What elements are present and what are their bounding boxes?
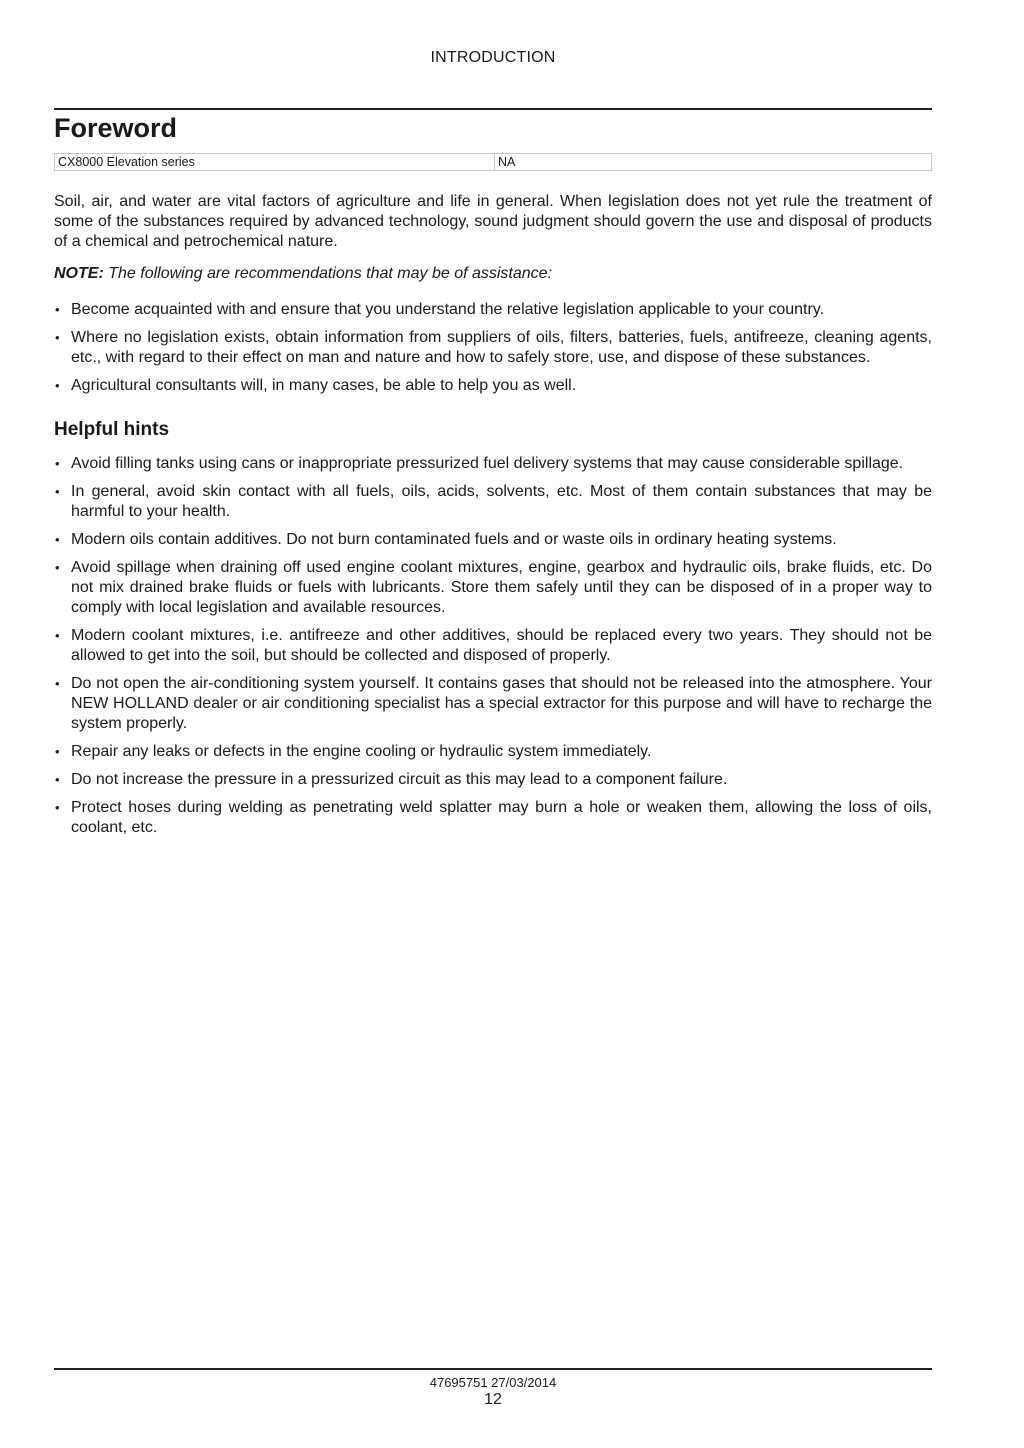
- bottom-rule: [54, 1368, 932, 1370]
- list-item: • Modern oils contain additives. Do not burn contaminated fuels and or waste oils in ordinary heating systems.: [54, 530, 932, 550]
- intro-paragraph: Soil, air, and water are vital factors of agriculture and life in general. When legislation does not yet rule the treatment of some of the substances required by advanced technology, sound judgment should govern the use and disposal of products of a chemical and petrochemical nature.: [54, 193, 932, 250]
- list-item: • Avoid filling tanks using cans or inappropriate pressurized fuel delivery systems that may cause considerable spillage.: [54, 454, 932, 474]
- top-rule: [54, 108, 932, 110]
- page-number: 12: [484, 1391, 502, 1408]
- note: [54, 264, 932, 284]
- note-text: The following are recommendations that may be of assistance:: [108, 265, 553, 282]
- list-item: • In general, avoid skin contact with all fuels, oils, acids, solvents, etc. Most of them contain substances that may be harmful to your health.: [54, 482, 932, 522]
- list-item: • Where no legislation exists, obtain information from suppliers of oils, filters, batteries, fuels, antifreeze, cleaning agents, etc., with regard to their effect on man and nature and how to safely store, use, and dispose of these substances.: [54, 328, 932, 368]
- list-item: • Repair any leaks or defects in the engine cooling or hydraulic system immediately.: [54, 742, 932, 762]
- list-item: • Protect hoses during welding as penetrating weld splatter may burn a hole or weaken them, allowing the loss of oils, coolant, etc.: [54, 798, 932, 838]
- code-cell: NA: [495, 154, 932, 171]
- applicability-row: [55, 154, 932, 171]
- document-id: 47695751 27/03/2014: [429, 1375, 557, 1390]
- content: [54, 192, 932, 838]
- list-item: • Become acquainted with and ensure that you understand the relative legislation applicable to your country.: [54, 300, 932, 320]
- model-cell: CX8000 Elevation series: [55, 154, 495, 171]
- list-item: • Modern coolant mixtures, i.e. antifreeze and other additives, should be replaced every two years. They should not be allowed to get into the soil, but should be collected and disposed of properly.: [54, 626, 932, 666]
- running-header: INTRODUCTION: [430, 49, 556, 66]
- helpful-hints-heading: Helpful hints: [54, 419, 170, 440]
- recommendations-list: [54, 300, 932, 396]
- note-label: NOTE:: [54, 265, 104, 282]
- helpful-hints-list: [54, 454, 932, 838]
- applicability-table: [54, 153, 932, 171]
- list-item: • Agricultural consultants will, in many cases, be able to help you as well.: [54, 376, 932, 396]
- list-item: • Do not open the air-conditioning system yourself. It contains gases that should not be released into the atmosphere. Your NEW HOLLAND dealer or air conditioning specialist has a special extractor for this purpose and will have to recharge the system properly.: [54, 674, 932, 734]
- page-title: Foreword: [54, 113, 178, 143]
- list-item: • Avoid spillage when draining off used engine coolant mixtures, engine, gearbox and hydraulic oils, brake fluids, etc. Do not mix drained brake fluids or fuels with lubricants. Store them safely until they can be disposed of in a proper way to comply with local legislation and available resources.: [54, 558, 932, 618]
- list-item: • Do not increase the pressure in a pressurized circuit as this may lead to a component failure.: [54, 770, 932, 790]
